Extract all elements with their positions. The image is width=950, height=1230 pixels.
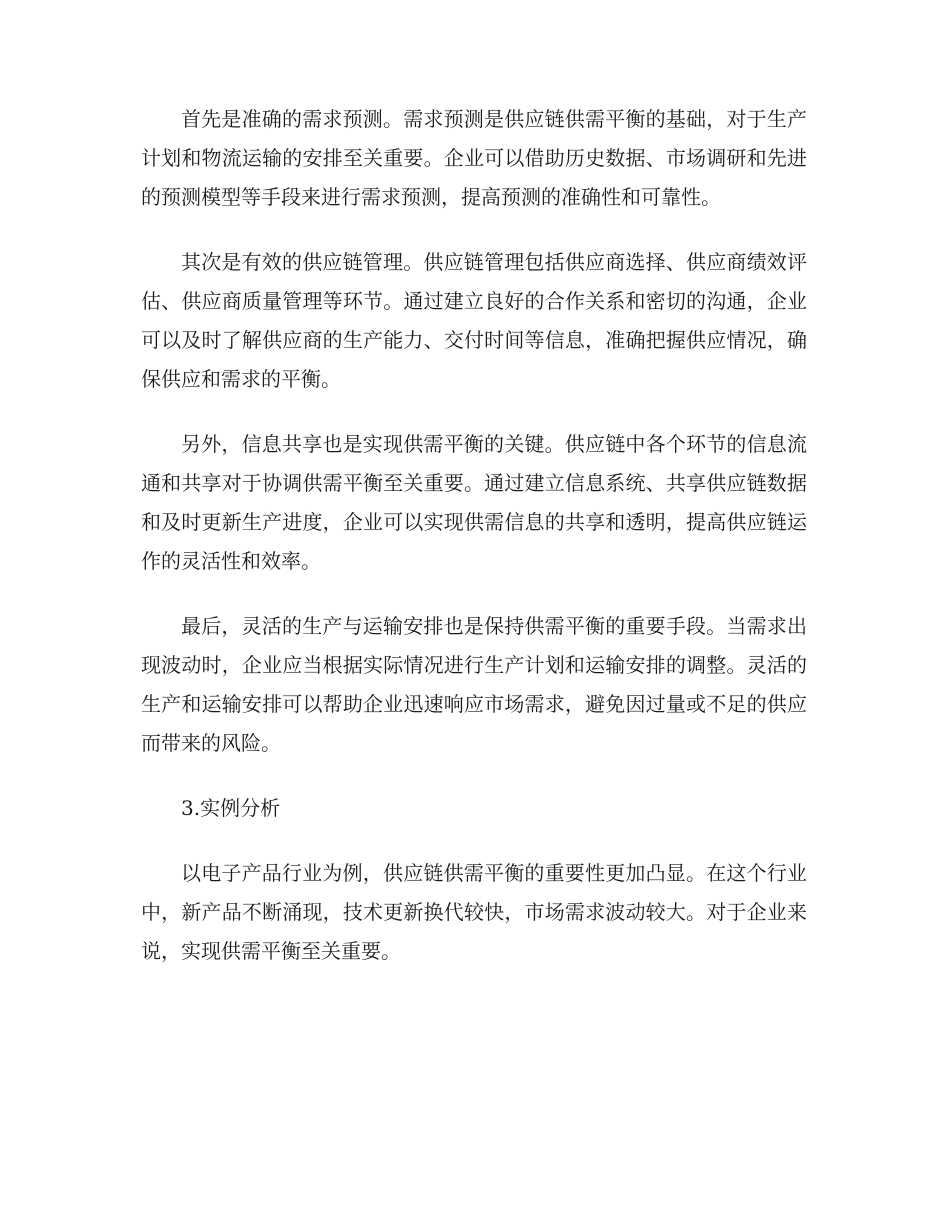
paragraph-flexible-arrangement: 最后，灵活的生产与运输安排也是保持供需平衡的重要手段。当需求出现波动时，企业应当根据实际情况进行生产计划和运输安排的调整。灵活的生产和运输安排可以帮助企业迅速响应市场需求，避免因过量或不足的供应而带来的风险。 [141,614,807,755]
section-heading: 3.实例分析 [181,796,281,820]
paragraph-supply-chain-management: 其次是有效的供应链管理。供应链管理包括供应商选择、供应商绩效评估、供应商质量管理等环节。通过建立良好的合作关系和密切的沟通，企业可以及时了解供应商的生产能力、交付时间等信息，准确把握供应情况，确保供应和需求的平衡。 [141,250,807,391]
document-body [141,100,807,997]
paragraph-demand-forecast: 首先是准确的需求预测。需求预测是供应链供需平衡的基础，对于生产计划和物流运输的安排至关重要。企业可以借助历史数据、市场调研和先进的预测模型等手段来进行需求预测，提高预测的准确性和可靠性。 [141,107,807,209]
paragraph-case-example: 以电子产品行业为例，供应链供需平衡的重要性更加凸显。在这个行业中，新产品不断涌现，技术更新换代较快，市场需求波动较大。对于企业来说，实现供需平衡至关重要。 [141,861,807,963]
paragraph-information-sharing: 另外，信息共享也是实现供需平衡的关键。供应链中各个环节的信息流通和共享对于协调供需平衡至关重要。通过建立信息系统、共享供应链数据和及时更新生产进度，企业可以实现供需信息的共享和透明，提高供应链运作的灵活性和效率。 [141,432,807,573]
